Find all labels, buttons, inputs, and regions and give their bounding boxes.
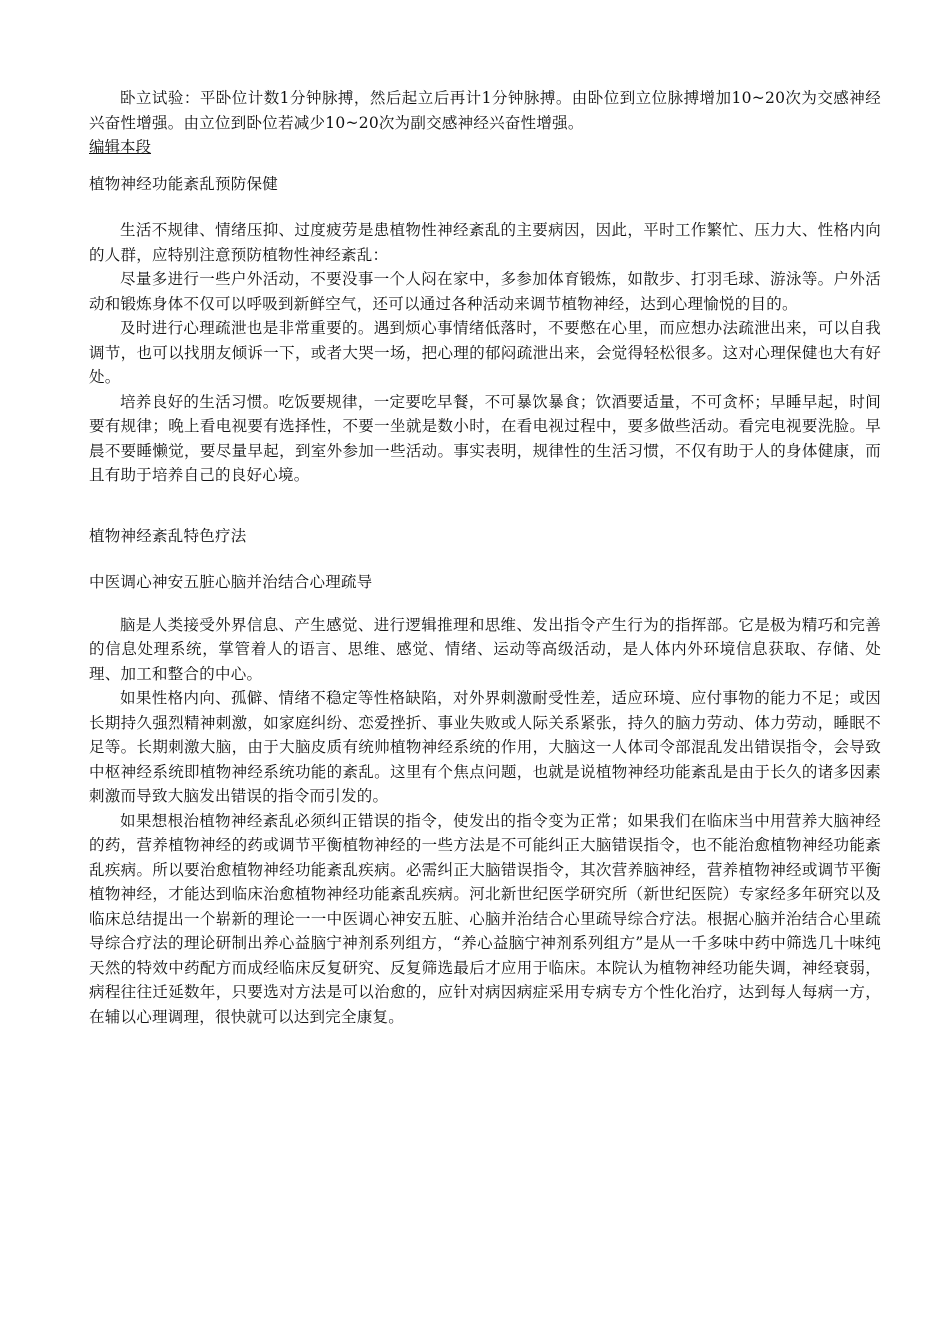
tcm-paragraph-2: 如果性格内向、孤僻、情绪不稳定等性格缺陷，对外界刺激耐受性差，适应环境、应付事物的能力不足；或因长期持久强烈精神刺激，如家庭纠纷、恋爱挫折、事业失败或人际关系紧张，持久的脑力劳动、体力劳动，睡眠不足等。长期刺激大脑，由于大脑皮质有统帅植物神经系统的作用，大脑这一人体司令部混乱发出错误指令，会导致中枢神经系统即植物神经系统功能的紊乱。这里有个焦点问题，也就是说植物神经功能紊乱是由于长久的诸多因素刺激而导致大脑发出错误的指令而引发的。 [89,689,881,805]
document-page [89,86,881,1029]
spacer [89,548,881,570]
therapy-heading: 植物神经紊乱特色疗法 [89,526,247,545]
lying-standing-test-paragraph: 卧立试验：平卧位计数1分钟脉搏，然后起立后再计1分钟脉搏。由卧位到立位脉搏增加10~20次为交感神经兴奋性增强。由立位到卧位若减少10~20次为副交感神经兴奋性增强。 [89,89,881,132]
prevention-paragraph-4: 培养良好的生活习惯。吃饭要规律，一定要吃早餐，不可暴饮暴食；饮酒要适量，不可贪杯；早睡早起，时间要有规律；晚上看电视要有选择性，不要一坐就是数小时，在看电视过程中，要多做些活动。看完电视要洗脸。早晨不要睡懒觉，要尽量早起，到室外参加一些活动。事实表明，规律性的生活习惯，不仅有助于人的身体健康，而且有助于培养自己的良好心境。 [89,392,881,484]
tcm-paragraph-1: 脑是人类接受外界信息、产生感觉、进行逻辑推理和思维、发出指令产生行为的指挥部。它是极为精巧和完善的信息处理系统，掌管着人的语言、思维、感觉、情绪、运动等高级活动，是人体内外环境信息获取、存储、处理、加工和整合的中心。 [89,615,881,683]
edit-section-link[interactable]: 编辑本段 [89,138,152,156]
prevention-paragraph-1: 生活不规律、情绪压抑、过度疲劳是患植物性神经紊乱的主要病因，因此，平时工作繁忙、压力大、性格内向的人群，应特别注意预防植物性神经紊乱： [89,221,881,264]
tcm-paragraph-3: 如果想根治植物神经紊乱必须纠正错误的指令，使发出的指令变为正常；如果我们在临床当中用营养大脑神经的药，营养植物神经的药或调节平衡植物神经的一些方法是不可能纠正大脑错误指令，也不能治愈植物神经功能紊乱疾病。所以要治愈植物神经功能紊乱疾病。必需纠正大脑错误指令，其次营养脑神经，营养植物神经或调节平衡植物神经，才能达到临床治愈植物神经功能紊乱疾病。河北新世纪医学研究所（新世纪医院）专家经多年研究以及临床总结提出一个崭新的理论一一中医调心神安五脏、心脑并治结合心里疏导综合疗法。根据心脑并治结合心里疏导综合疗法的理论研制出养心益脑宁神剂系列组方，“养心益脑宁神剂系列组方”是从一千多味中药中筛选几十味纯天然的特效中药配方而成经临床反复研究、反复筛选最后才应用于临床。本院认为植物神经功能失调，神经衰弱，病程往往迁延数年，只要选对方法是可以治愈的，应针对病因病症采用专病专方个性化治疗，达到每人每病一方，在辅以心理调理，很快就可以达到完全康复。 [89,811,881,1026]
prevention-paragraph-2: 尽量多进行一些户外活动，不要没事一个人闷在家中，多参加体育锻炼，如散步、打羽毛球、游泳等。户外活动和锻炼身体不仅可以呼吸到新鲜空气，还可以通过各种活动来调节植物神经，达到心理愉悦的目的。 [89,270,881,313]
spacer [89,595,881,613]
tcm-heading: 中医调心神安五脏心脑并治结合心理疏导 [89,573,373,591]
prevention-heading: 植物神经功能紊乱预防保健 [89,174,279,193]
prevention-paragraph-3: 及时进行心理疏泄也是非常重要的。遇到烦心事情绪低落时，不要憋在心里，而应想办法疏泄出来，可以自我调节，也可以找朋友倾诉一下，或者大哭一场，把心理的郁闷疏泄出来，会觉得轻松很多。这对心理保健也大有好处。 [89,319,881,386]
spacer [89,196,881,218]
spacer [89,488,881,524]
